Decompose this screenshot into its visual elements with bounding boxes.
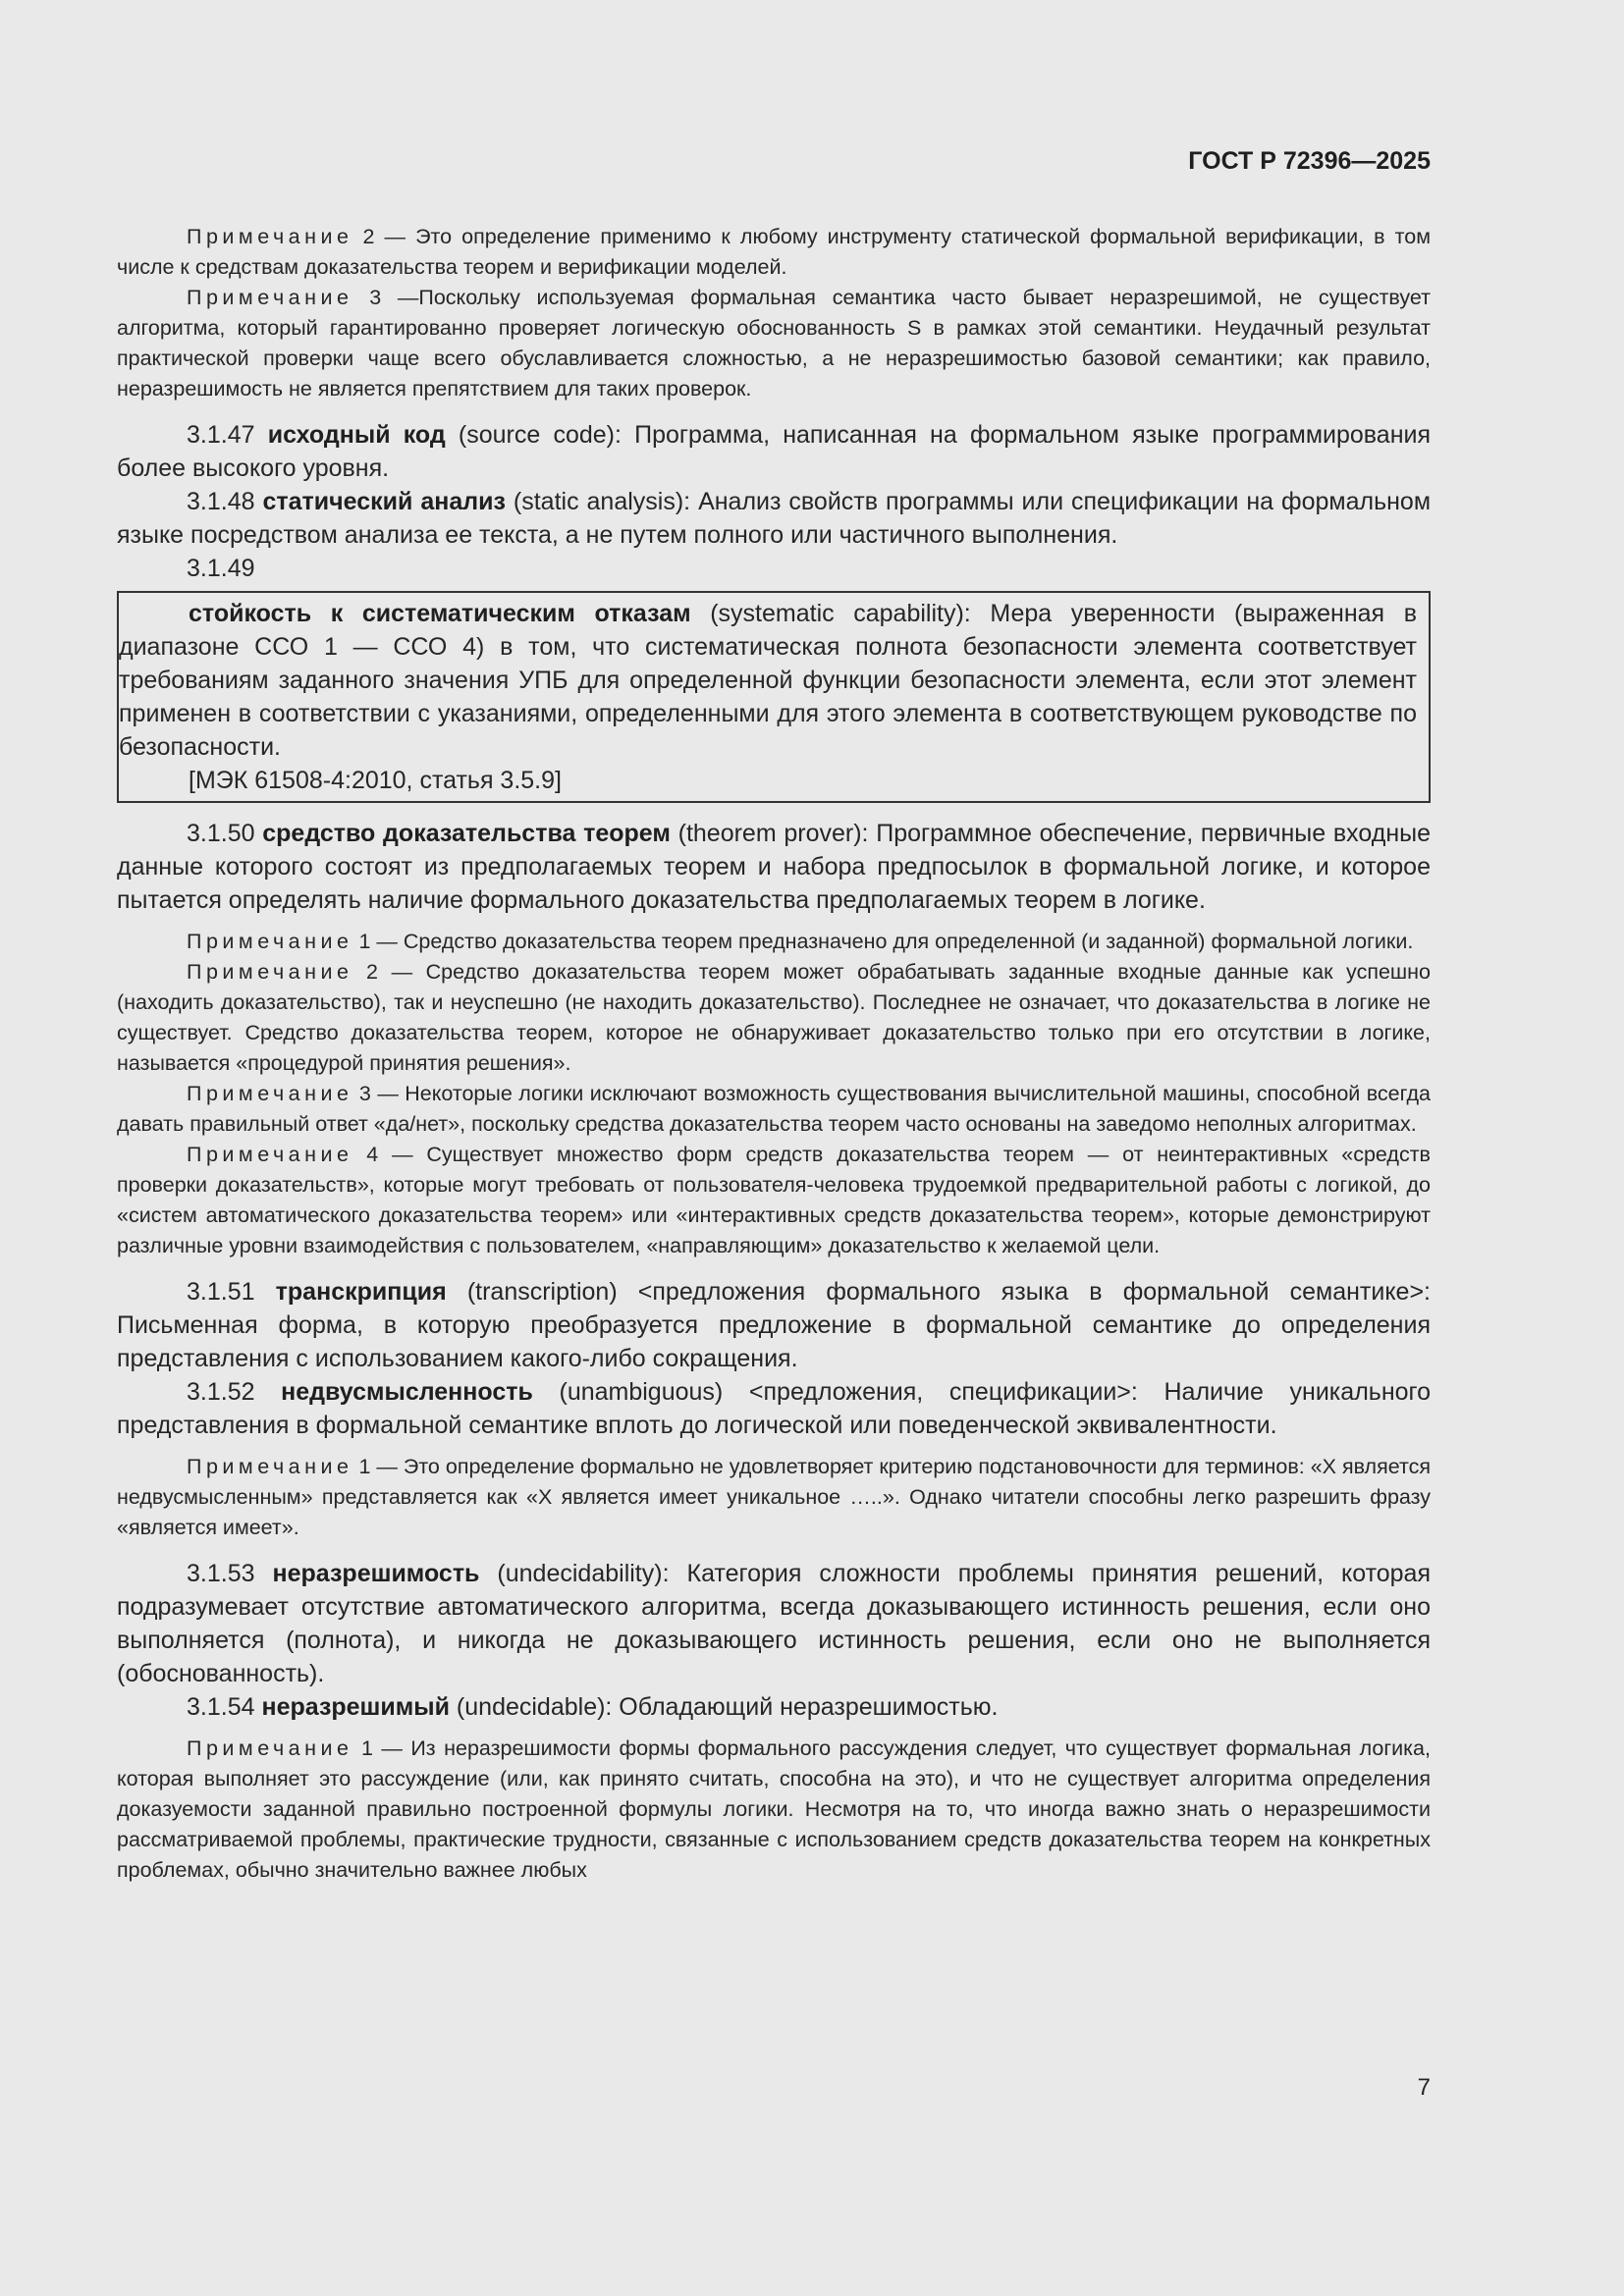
- note-3-1-50-2: [117, 957, 1431, 1079]
- document-header: ГОСТ Р 72396—2025: [1188, 147, 1431, 175]
- term-definition: (undecidable): Обладающий неразрешимостью.: [449, 1693, 999, 1721]
- note-number: 2: [366, 960, 378, 984]
- note-3: [117, 283, 1431, 404]
- term-name: исходный код: [267, 421, 446, 449]
- term-number: 3.1.51: [187, 1278, 255, 1306]
- term-name: транскрипция: [275, 1278, 447, 1306]
- term-3-1-47: [117, 418, 1431, 485]
- term-number: 3.1.48: [187, 488, 255, 515]
- term-name: неразрешимость: [272, 1560, 480, 1587]
- note-label: Примечание: [187, 225, 353, 248]
- note-number: 1: [358, 1455, 371, 1478]
- note-label: Примечание: [187, 1082, 353, 1105]
- note-text: — Некоторые логики исключают возможность существования вычислительной машины, способной всегда давать правильный ответ «да/нет», поскольку средства доказательства теорем часто основаны на заведомо неполных алгоритмах.: [117, 1082, 1431, 1136]
- note-text: — Из неразрешимости формы формального рассуждения следует, что существует формальная логика, которая выполняет это рассуждение (или, как принято считать, способна на это), и что не существует алгоритма определения доказуемости заданной правильно построенной формулы логики. Несмотря на то, что иногда важно знать о неразрешимости рассматриваемой проблемы, практические трудности, связанные с использованием средств доказательства теорем на конкретных проблемах, обычно значительно важнее любых: [117, 1736, 1431, 1882]
- term-3-1-51: [117, 1275, 1431, 1375]
- note-label: Примечание: [187, 1143, 353, 1166]
- note-3-1-54-1: [117, 1734, 1431, 1886]
- note-label: Примечание: [187, 286, 353, 309]
- term-3-1-48: [117, 485, 1431, 552]
- note-label: Примечание: [187, 960, 353, 984]
- term-3-1-52: [117, 1375, 1431, 1442]
- term-name: средство доказательства теорем: [262, 820, 671, 847]
- page-number: 7: [1417, 2074, 1431, 2101]
- note-number: 1: [360, 1736, 373, 1760]
- note-text: — Средство доказательства теорем может обрабатывать заданные входные данные как успешно (находить доказательство), так и неуспешно (не находить доказательство). Последнее не означает, что доказательства в логике не существует. Средство доказательства теорем, которое не обнаруживает доказательство только при его отсутствии в логике, называется «процедурой принятия решения».: [117, 960, 1431, 1075]
- note-3-1-52-1: [117, 1452, 1431, 1543]
- term-definition: (source code): Программа, написанная на формальном языке программирования более высокого уровня.: [117, 421, 1432, 482]
- term-3-1-49: [119, 597, 1417, 764]
- note-text: — Это определение формально не удовлетворяет критерию подстановочности для терминов: «X является недвусмысленным» представляется как «X является имеет уникальное …..». Однако читатели способны легко разрешить фразу «является имеет».: [117, 1455, 1431, 1539]
- note-label: Примечание: [187, 1455, 353, 1478]
- note-number: 3: [369, 286, 382, 309]
- note-text: — Это определение применимо к любому инструменту статической формальной верификации, в том числе к средствам доказательства теорем и верификации моделей.: [117, 225, 1431, 279]
- term-number: 3.1.50: [187, 820, 255, 847]
- term-number: 3.1.47: [187, 421, 255, 449]
- note-number: 4: [366, 1143, 379, 1166]
- term-definition: (theorem prover): Программное обеспечение, первичные входные данные которого состоят из предполагаемых теорем и набора предпосылок в формальной логике, и которое пытается определять наличие формального доказательства предполагаемых теорем в логике.: [117, 820, 1432, 914]
- note-text: — Средство доказательства теорем предназначено для определенной (и заданной) формальной логики.: [370, 930, 1414, 953]
- term-definition: (transcription) <предложения формального языка в формальной семантике>: Письменная форма, в которую преобразуется предложение в формальной семантике до определения представления с использованием какого-либо сокращения.: [117, 1278, 1431, 1372]
- term-number: 3.1.53: [187, 1560, 255, 1587]
- term-definition: (undecidability): Категория сложности проблемы принятия решений, которая подразумевает отсутствие автоматического алгоритма, всегда доказывающего истинность решения, если оно выполняется (полнота), и никогда не доказывающего истинность решения, если оно не выполняется (обоснованность).: [117, 1560, 1431, 1687]
- note-number: 1: [358, 930, 371, 953]
- term-definition: (unambiguous) <предложения, спецификации>: Наличие уникального представления в формальной семантике вплоть до логической или поведенческой эквивалентности.: [117, 1378, 1431, 1439]
- note-3-1-50-4: [117, 1140, 1431, 1261]
- page-body: [117, 222, 1431, 1886]
- term-definition: (systematic capability): Мера уверенности (выраженная в диапазоне ССО 1 — ССО 4) в том, что систематическая полнота безопасности элемента соответствует требованиям заданного значения УПБ для определенной функции безопасности элемента, если этот элемент применен в соответствии с указаниями, определенными для этого элемента в соответствующем руководстве по безопасности.: [119, 600, 1417, 761]
- term-reference: [МЭК 61508-4:2010, статья 3.5.9]: [189, 767, 562, 794]
- term-number: 3.1.52: [187, 1378, 255, 1406]
- term-name: статический анализ: [262, 488, 506, 515]
- note-2: [117, 222, 1431, 283]
- term-name: недвусмысленность: [281, 1378, 533, 1406]
- note-label: Примечание: [187, 1736, 353, 1760]
- term-3-1-50: [117, 817, 1431, 917]
- term-name: неразрешимый: [261, 1693, 450, 1721]
- note-3-1-50-1: [117, 927, 1431, 957]
- term-3-1-49-box: [117, 591, 1431, 803]
- term-3-1-53: [117, 1557, 1431, 1690]
- note-text: —Поскольку используемая формальная семантика часто бывает неразрешимой, не существует алгоритма, который гарантированно проверяет логическую обоснованность S в рамках этой семантики. Неудачный результат практической проверки чаще всего обуславливается сложностью, а не неразрешимостью базовой семантики; как правило, неразрешимость не является препятствием для таких проверок.: [117, 286, 1431, 400]
- term-3-1-54: [117, 1690, 1431, 1724]
- note-3-1-50-3: [117, 1079, 1431, 1140]
- note-text: — Существует множество форм средств доказательства теорем — от неинтерактивных «средств проверки доказательств», которые могут требовать от пользователя-человека трудоемкой предварительной работы с логикой, до «систем автоматического доказательства теорем» или «интерактивных средств доказательства теорем», которые демонстрируют различные уровни взаимодействия с пользователем, «направляющим» доказательство к желаемой цели.: [117, 1143, 1431, 1257]
- note-number: 3: [358, 1082, 371, 1105]
- term-number: 3.1.54: [187, 1693, 255, 1721]
- term-definition: (static analysis): Анализ свойств программы или спецификации на формальном языке посредством анализа ее текста, а не путем полного или частичного выполнения.: [117, 488, 1432, 549]
- note-label: Примечание: [187, 930, 353, 953]
- note-number: 2: [362, 225, 375, 248]
- term-name: стойкость к систематическим отказам: [189, 600, 691, 627]
- term-3-1-49-number: 3.1.49: [187, 555, 255, 582]
